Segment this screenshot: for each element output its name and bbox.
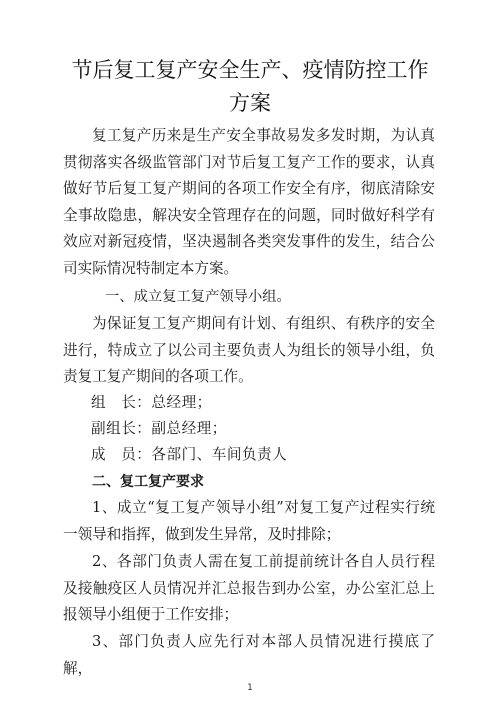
requirement-item-3: 3、部门负责人应先行对本部人员情况进行摸底了解， [63, 633, 435, 677]
section-one-body: 为保证复工复产期间有计划、有组织、有秩序的安全进行，特成立了以公司主要负责人为组长的领导小组，负责复工复产期间的各项工作。 [63, 315, 435, 385]
role-leader: 组 长：总经理； [91, 394, 212, 411]
intro-paragraph: 复工复产历来是生产安全事故易发多发时期，为认真贯彻落实各级监管部门对节后复工复产工作的要求，认真做好节后复工复产期间的各项工作安全有序，彻底清除安全事故隐患，解决安全管理存在的问题，同时做好科学有效应对新冠疫情，坚决遏制各类突发事件的发生，结合公司实际情况特制定本方案。 [63, 127, 435, 277]
section-one-heading: 一、成立复工复产领导小组。 [105, 289, 291, 305]
document-title: 节后复工复产安全生产、疫情防控工作方案 [71, 58, 429, 115]
requirement-item-2: 2、各部门负责人需在复工前提前统计各自人员行程及接触疫区人员情况并汇总报告到办公室，办公室汇总上报领导小组便于工作安排； [63, 553, 435, 623]
page-number: 1 [247, 683, 253, 693]
role-deputy-leader: 副组长：副总经理； [91, 420, 227, 437]
role-members: 成 员：各部门、车间负责人 [91, 446, 288, 463]
requirement-item-1: 1、成立“复工复产领导小组”对复工复产过程实行统一领导和指挥，做到发生异常，及时排除； [63, 499, 435, 543]
section-two-heading: 二、复工复产要求 [92, 474, 204, 490]
